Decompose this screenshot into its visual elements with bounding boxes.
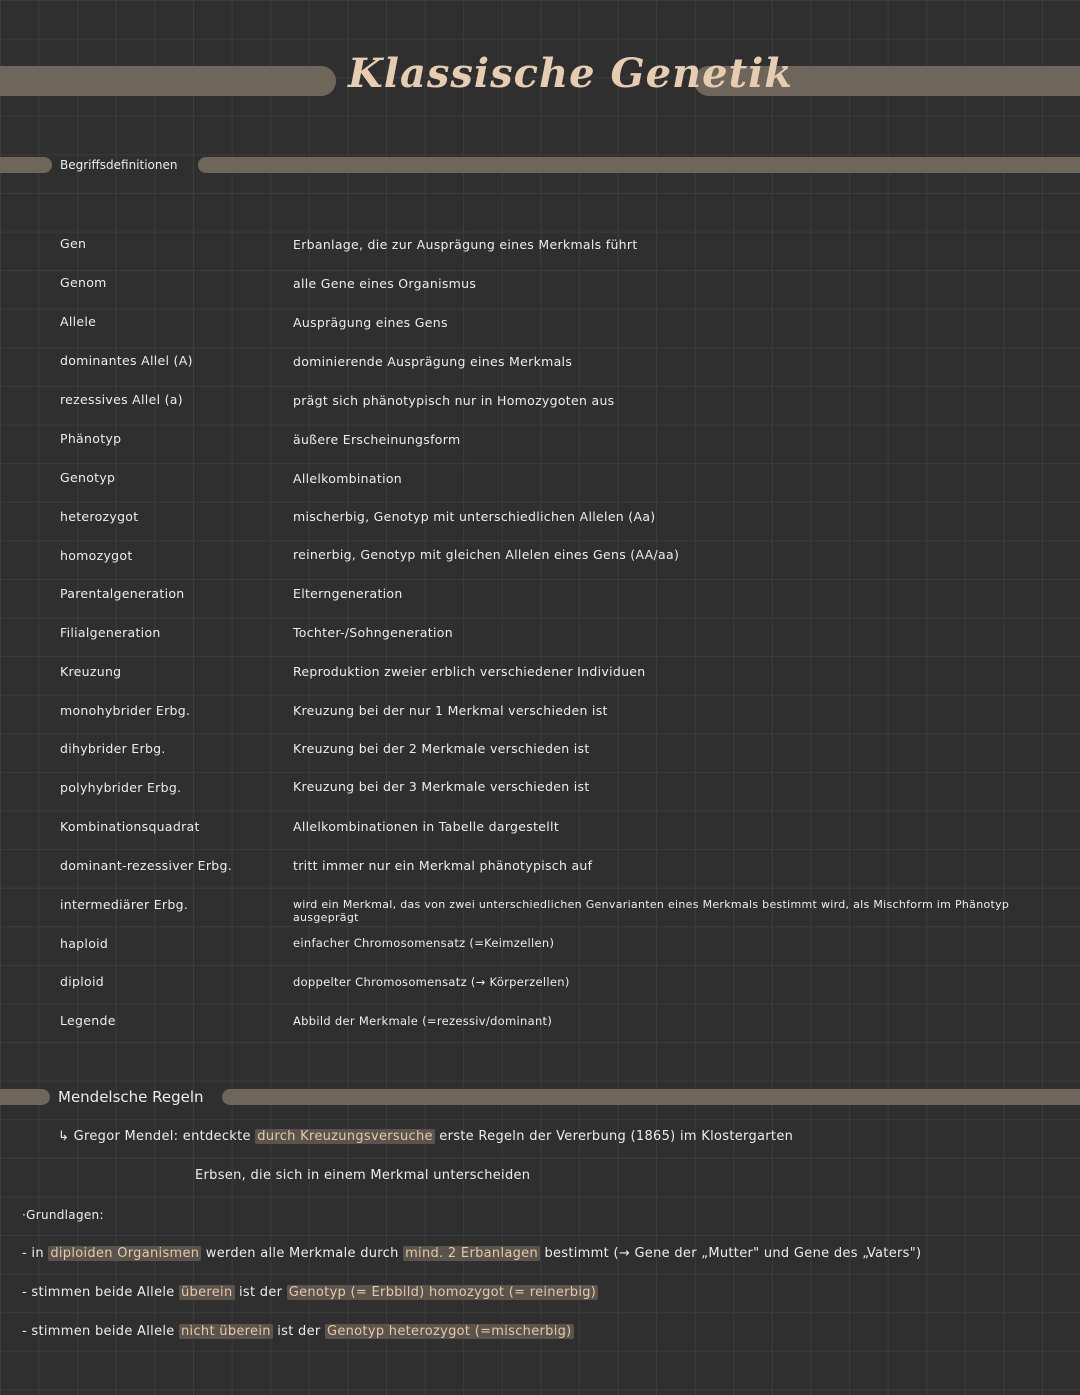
mendel-title: Mendelsche Regeln <box>58 1088 204 1106</box>
term-monohybrid: monohybrider Erbg. <box>60 703 191 718</box>
basics-item-1-hl2: mind. 2 Erbanlagen <box>405 1246 539 1261</box>
term-dominant-allel: dominantes Allel (A) <box>60 353 193 368</box>
basics-item-2-a: - stimmen beide Allele <box>22 1285 175 1300</box>
def-allele: Ausprägung eines Gens <box>293 315 448 330</box>
basics-label: ·Grundlagen: <box>22 1208 104 1222</box>
basics-item-1-b: werden alle Merkmale durch <box>205 1246 399 1261</box>
def-filialgeneration: Tochter-/Sohngeneration <box>293 625 453 640</box>
def-genotyp: Allelkombination <box>293 471 403 486</box>
basics-item-1-hl1: diploiden Organismen <box>50 1246 200 1261</box>
def-genom: alle Gene eines Organismus <box>293 276 477 291</box>
mendel-bar-right <box>222 1089 1080 1105</box>
term-intermediaer: intermediärer Erbg. <box>60 897 189 912</box>
term-diploid: diploid <box>60 974 104 989</box>
basics-item-3-b: ist der <box>277 1324 321 1339</box>
basics-item-3 <box>22 1324 574 1339</box>
mendel-line-1 <box>58 1129 793 1144</box>
term-gen: Gen <box>60 236 87 251</box>
def-parentalgeneration: Elterngeneration <box>293 586 403 601</box>
def-dominant-rezessiv: tritt immer nur ein Merkmal phänotypisch auf <box>293 858 593 873</box>
term-dihybrid: dihybrider Erbg. <box>60 741 166 756</box>
definitions-label: Begriffsdefinitionen <box>60 158 178 172</box>
mendel-line-1-a: ↳ Gregor Mendel: entdeckte <box>58 1129 251 1144</box>
term-rezessiv-allel: rezessives Allel (a) <box>60 392 183 407</box>
mendel-line-1-b: erste Regeln der Vererbung (1865) im Klostergarten <box>439 1129 794 1144</box>
basics-item-1-c: bestimmt (→ Gene der „Mutter" und Gene des „Vaters") <box>544 1246 922 1261</box>
term-allele: Allele <box>60 314 97 329</box>
mendel-line-2: Erbsen, die sich in einem Merkmal unterscheiden <box>195 1168 531 1183</box>
basics-item-3-hl1: nicht überein <box>181 1324 271 1339</box>
term-heterozygot: heterozygot <box>60 509 139 524</box>
def-diploid: doppelter Chromosomensatz (→ Körperzellen) <box>293 975 570 989</box>
title-area <box>0 50 1080 110</box>
definitions-bar-left <box>0 157 52 173</box>
term-genotyp: Genotyp <box>60 470 116 485</box>
mendel-bar-left <box>0 1089 50 1105</box>
term-haploid: haploid <box>60 936 109 951</box>
basics-item-2-b: ist der <box>238 1285 283 1300</box>
basics-item-2 <box>22 1285 598 1300</box>
basics-item-1-a: - in <box>22 1246 44 1261</box>
def-kreuzung: Reproduktion zweier erblich verschiedener Individuen <box>293 664 646 679</box>
term-parentalgeneration: Parentalgeneration <box>60 586 185 601</box>
term-legende: Legende <box>60 1013 116 1028</box>
term-polyhybrid: polyhybrider Erbg. <box>60 780 182 795</box>
basics-item-2-hl2: Genotyp (= Erbbild) homozygot (= reinerbig) <box>288 1285 597 1300</box>
basics-item-2-hl1: überein <box>181 1285 233 1300</box>
term-kombinationsquadrat: Kombinationsquadrat <box>60 819 200 834</box>
basics-item-1 <box>22 1246 921 1261</box>
def-haploid: einfacher Chromosomensatz (=Keimzellen) <box>293 936 555 950</box>
def-monohybrid: Kreuzung bei der nur 1 Merkmal verschieden ist <box>293 703 608 718</box>
def-phaenotyp: äußere Erscheinungsform <box>293 432 461 447</box>
term-homozygot: homozygot <box>60 548 133 563</box>
def-homozygot: reinerbig, Genotyp mit gleichen Allelen eines Gens (AA/aa) <box>293 547 680 562</box>
definitions-bar-right <box>198 157 1080 173</box>
mendel-line-1-highlight: durch Kreuzungsversuche <box>257 1129 433 1144</box>
page-title: Klassische Genetik <box>348 50 793 97</box>
def-polyhybrid: Kreuzung bei der 3 Merkmale verschieden ist <box>293 779 590 794</box>
def-heterozygot: mischerbig, Genotyp mit unterschiedlichen Allelen (Aa) <box>293 509 656 524</box>
term-filialgeneration: Filialgeneration <box>60 625 161 640</box>
def-dihybrid: Kreuzung bei der 2 Merkmale verschieden ist <box>293 741 590 756</box>
basics-item-3-a: - stimmen beide Allele <box>22 1324 175 1339</box>
def-legende: Abbild der Merkmale (=rezessiv/dominant) <box>293 1014 553 1028</box>
basics-item-3-hl2: Genotyp heterozygot (=mischerbig) <box>326 1324 572 1339</box>
def-dominant-allel: dominierende Ausprägung eines Merkmals <box>293 354 573 369</box>
term-genom: Genom <box>60 275 107 290</box>
def-kombinationsquadrat: Allelkombinationen in Tabelle dargestellt <box>293 819 560 834</box>
def-gen: Erbanlage, die zur Ausprägung eines Merkmals führt <box>293 237 638 252</box>
def-rezessiv-allel: prägt sich phänotypisch nur in Homozygoten aus <box>293 393 615 408</box>
def-intermediaer: wird ein Merkmal, das von zwei unterschiedlichen Genvarianten eines Merkmals bestimmt wird, als Mischform im Phänotyp ausgeprägt <box>293 898 1010 924</box>
term-kreuzung: Kreuzung <box>60 664 122 679</box>
term-dominant-rezessiv: dominant-rezessiver Erbg. <box>60 858 233 873</box>
term-phaenotyp: Phänotyp <box>60 431 122 446</box>
